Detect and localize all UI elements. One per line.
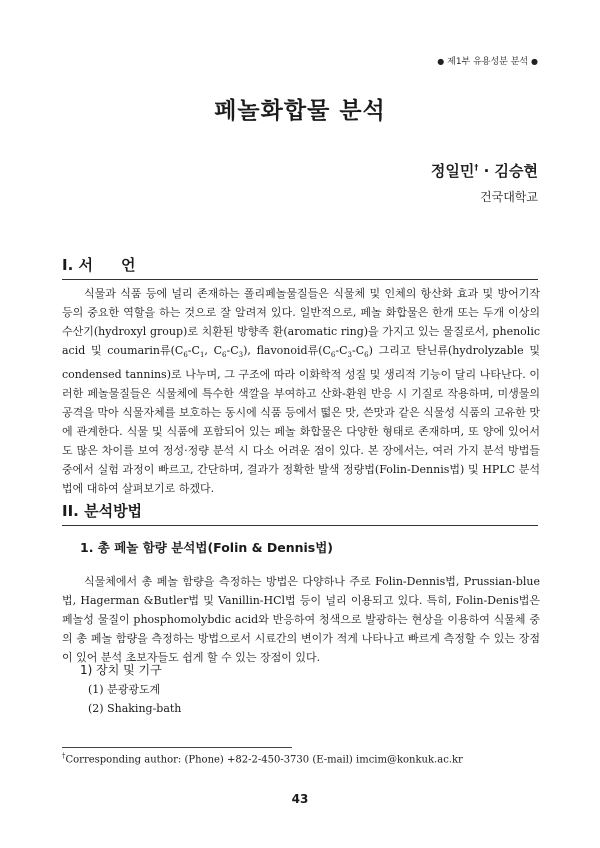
method-body: [62, 572, 540, 667]
subscript: 6: [330, 351, 336, 360]
subscript: 6: [183, 351, 188, 360]
author-name: 정일민: [430, 162, 475, 180]
authors: [431, 160, 538, 181]
coauthor-name: 김승현: [494, 162, 538, 180]
text-run: 식물과 식품 등에 널리 존재하는 폴리페놀물질들은 식물체 및 인체의 항산화 효과 및 방어기작 등의 중요한 역할을 하는 것으로 잘 알려져 있다. 일반적으로, 페놀 화합물은 한개 또는 두개 이상의 수산기(hydroxyl group)로 치환된 방향족 환(aromatic ring)을 가지고 있는 물질로서, phenolic acid 및 coumarin류(C: [62, 287, 540, 357]
text-run: -C: [226, 344, 239, 357]
corresponding-mark: †: [474, 163, 479, 172]
section-heading-text: I. 서: [62, 256, 93, 274]
page-title: 페놀화합물 분석: [214, 98, 386, 124]
equipment-heading: 1) 장치 및 기구: [80, 663, 162, 677]
footnote-text: Corresponding author: (Phone) +82-2-450-3730 (E-mail) imcim@konkuk.ac.kr: [65, 754, 463, 766]
subscript: 6: [222, 351, 227, 360]
subscript: 6: [364, 351, 369, 360]
equipment-list: [88, 680, 181, 718]
section-heading-methods: II. 분석방법: [62, 500, 538, 526]
introduction-body: [62, 284, 540, 498]
footnote-divider: [62, 747, 292, 748]
running-header-text: 제1부 유용성분 분석: [447, 57, 529, 67]
running-header: [437, 54, 538, 67]
text-run: -C: [335, 344, 348, 357]
author-separator: ·: [478, 162, 495, 180]
footnote-mark: †: [62, 752, 66, 760]
text-run: ), flavonoid류(C: [243, 344, 331, 357]
affiliation: 건국대학교: [480, 190, 538, 204]
method-paragraph: 식물체에서 총 페놀 함량을 측정하는 방법은 다양하나 주로 Folin-Dennis법, Prussian-blue법, Hagerman &Butler법 및 Vanillin-HCl법 등이 널리 이용되고 있다. 특히, Folin-Denis법은 페놀성 물질이 phosphomolybdic acid와 반응하여 청색으로 발광하는 현상을 이용하여 식물체 중의 총 페놀 함량을 측정하는 방법으로서 시료간의 변이가 적게 나타나고 빠르게 측정할 수 있는 장점이 있어 분석 초보자들도 쉽게 할 수 있는 장점이 있다.: [62, 575, 540, 664]
subscript: 1: [199, 351, 205, 360]
bullet-icon: ●: [437, 57, 445, 66]
section-heading-text-end: 언: [121, 256, 136, 274]
text-run: -C: [351, 344, 365, 357]
page-number: 43: [291, 792, 309, 806]
text-run: , C: [204, 344, 223, 357]
subscript: 3: [347, 351, 352, 360]
introduction-paragraph: [62, 284, 540, 498]
subsection-heading-total-phenol: 1. 총 페놀 함량 분석법(Folin & Dennis법): [80, 540, 334, 555]
list-item: (2) Shaking-bath: [88, 702, 182, 715]
list-item: (1) 분광광도계: [88, 683, 161, 696]
bullet-icon: ●: [531, 57, 538, 66]
section-heading-introduction: [62, 254, 538, 280]
text-run: ) 그리고 탄닌류(hydrolyzable 및 condensed tannins)로 나누며, 그 구조에 따라 이화학적 성질 및 생리적 기능이 달리 나타난다. 이러한 페놀물질들은 식물체에 특수한 색깔을 부여하고 산화-환원 반응 시 기질로 작용하며, 미생물의 공격을 막아 식물자체를 보호하는 동시에 식품 등에서 떫은 맛, 쓴맛과 같은 식물성 식품의 고유한 맛에 관계한다. 식물 및 식품에 포함되어 있는 페놀 화합물은 다양한 형태로 존재하며, 또 양에 있어서도 많은 차이를 보여 정성·정량 분석 시 다소 어려운 점이 있다. 본 장에서는, 여러 가지 분석 방법들 중에서 실험 과정이 빠르고, 간단하며, 결과가 정확한 발색 정량법(Folin-Dennis법) 및 HPLC 분석법에 대하여 살펴보기로 하겠다.: [62, 344, 540, 496]
subscript: 3: [238, 351, 244, 360]
footnote: [62, 752, 463, 765]
text-run: -C: [187, 344, 200, 357]
